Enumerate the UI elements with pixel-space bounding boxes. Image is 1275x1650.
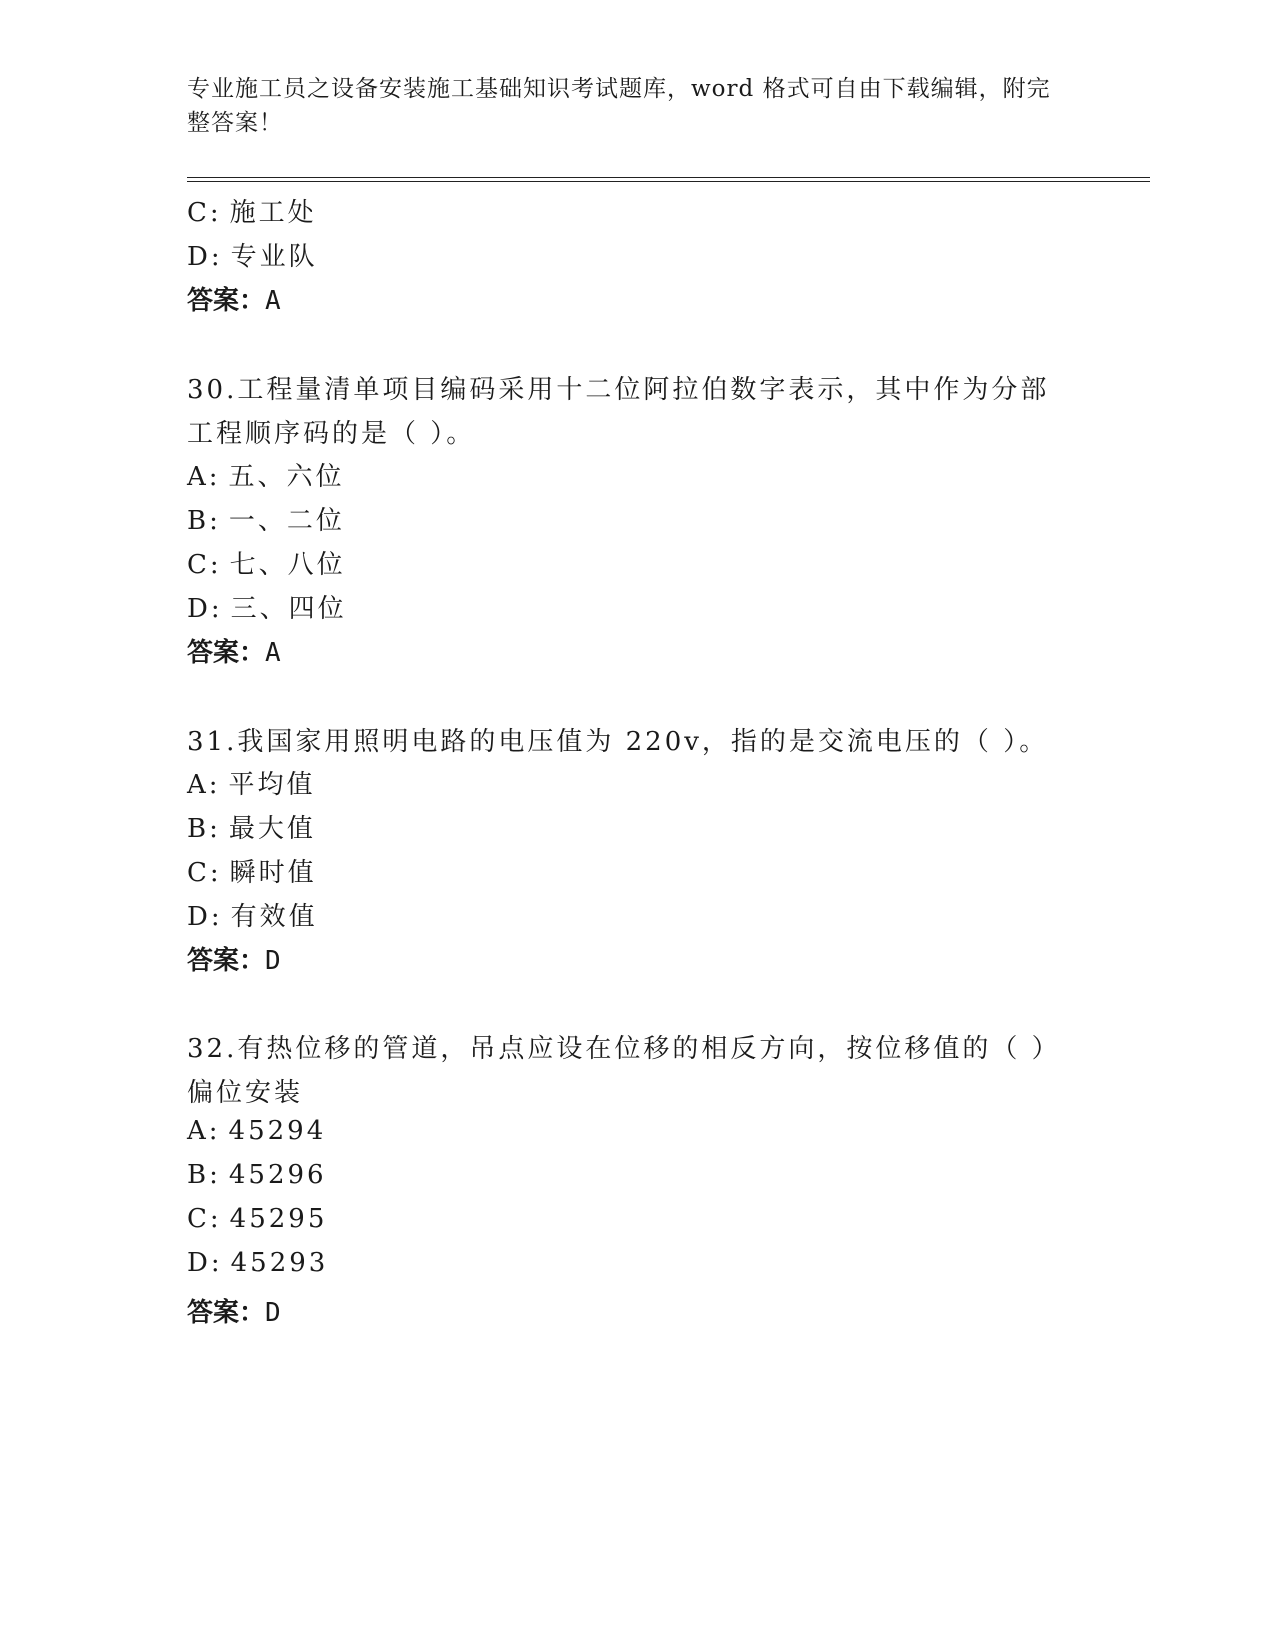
option-d: [187, 1248, 328, 1278]
option-text: 45294: [228, 1116, 327, 1146]
option-d: [187, 236, 318, 273]
option-key: D:: [187, 1248, 223, 1278]
answer-line: [187, 632, 281, 669]
option-b: [187, 808, 316, 845]
option-text: 最大值: [228, 814, 316, 844]
option-key: D:: [187, 594, 223, 624]
option-text: 45296: [228, 1160, 327, 1190]
option-key: A:: [187, 1116, 221, 1146]
answer-line: [187, 280, 281, 317]
option-text: 瞬时值: [229, 858, 317, 888]
answer-value: D: [265, 946, 281, 976]
option-text: 平均值: [228, 770, 316, 800]
document-header: 专业施工员之设备安装施工基础知识考试题库，word 格式可自由下载编辑，附完整答案！: [187, 76, 1051, 136]
option-c: [187, 852, 317, 889]
option-text: 施工处: [229, 198, 317, 228]
answer-value: D: [265, 1298, 281, 1328]
option-key: A:: [187, 462, 221, 492]
answer-value: A: [265, 286, 281, 316]
option-text: 45293: [230, 1248, 329, 1278]
option-key: C:: [187, 198, 222, 228]
option-c: [187, 544, 346, 581]
option-text: 五、六位: [228, 462, 345, 492]
option-a: [187, 1116, 326, 1146]
option-text: 七、八位: [229, 550, 346, 580]
option-d: [187, 896, 318, 933]
option-key: C:: [187, 1204, 222, 1234]
option-text: 三、四位: [230, 594, 347, 624]
option-text: 一、二位: [228, 506, 345, 536]
option-a: [187, 764, 316, 801]
option-text: 有效值: [230, 902, 318, 932]
answer-label: 答案：: [187, 1298, 266, 1328]
question-stem-30: 30.工程量清单项目编码采用十二位阿拉伯数字表示，其中作为分部工程顺序码的是（ ）。: [187, 375, 1050, 449]
question-stem-31: 31.我国家用照明电路的电压值为 220v，指的是交流电压的（ ）。: [187, 727, 1049, 757]
option-d: [187, 588, 347, 625]
option-key: C:: [187, 550, 222, 580]
question-stem-32: 32.有热位移的管道，吊点应设在位移的相反方向，按位移值的（ ）偏位安装: [187, 1034, 1061, 1108]
option-b: [187, 500, 345, 537]
answer-line: [187, 940, 281, 977]
header-divider: [187, 177, 1150, 182]
option-key: A:: [187, 770, 221, 800]
option-key: D:: [187, 902, 223, 932]
option-c: [187, 1204, 327, 1234]
answer-value: A: [265, 638, 281, 668]
option-key: C:: [187, 858, 222, 888]
option-text: 专业队: [230, 242, 318, 272]
option-key: B:: [187, 1160, 221, 1190]
option-key: B:: [187, 506, 221, 536]
answer-label: 答案：: [187, 946, 266, 976]
option-text: 45295: [229, 1204, 328, 1234]
option-c: [187, 192, 317, 229]
option-b: [187, 1160, 327, 1190]
answer-label: 答案：: [187, 286, 266, 316]
answer-line: [187, 1292, 281, 1329]
answer-label: 答案：: [187, 638, 266, 668]
option-key: B:: [187, 814, 221, 844]
option-key: D:: [187, 242, 223, 272]
option-a: [187, 456, 345, 493]
